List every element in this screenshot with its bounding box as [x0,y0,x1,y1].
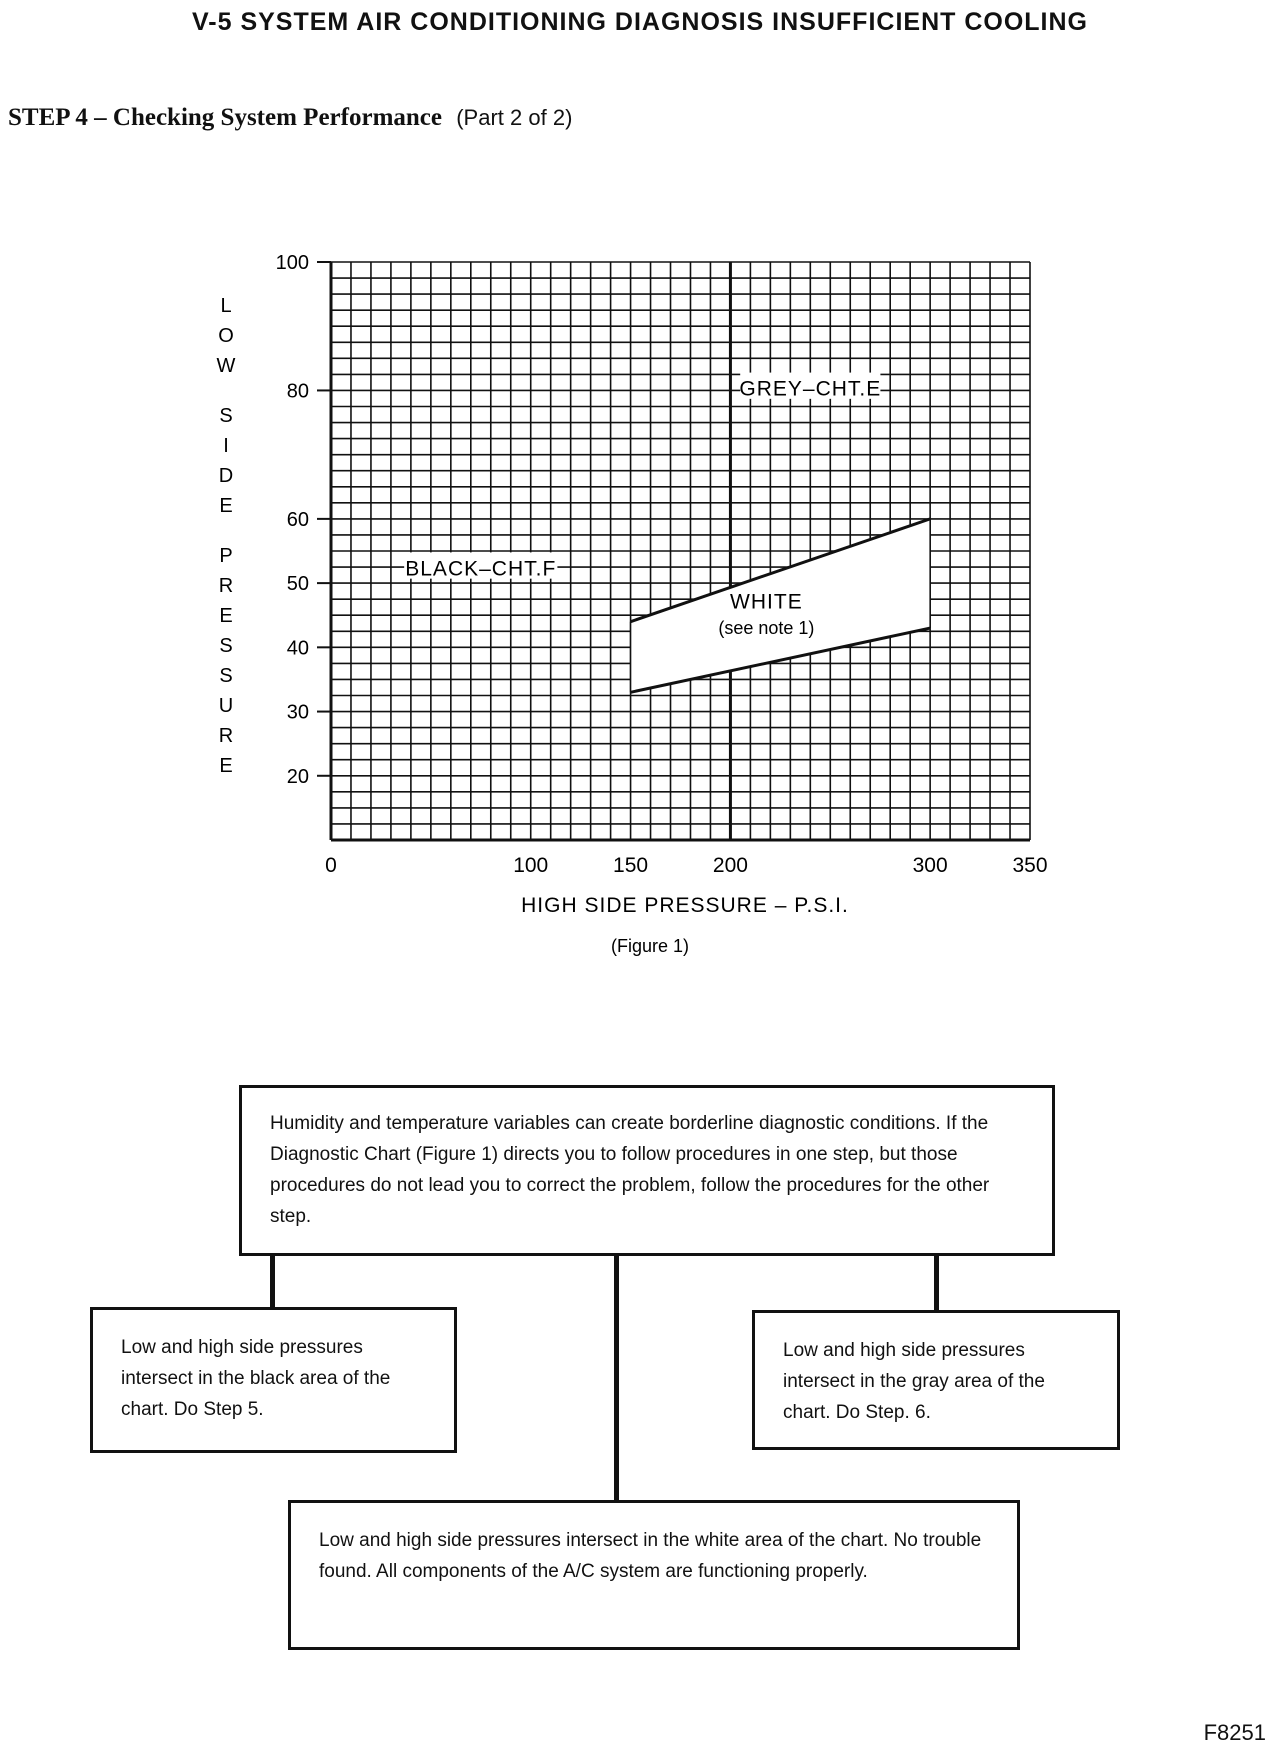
y-title-letter: W [216,355,236,377]
y-title-letter: E [219,495,233,517]
y-title-letter: U [218,695,234,717]
black-region-label: BLACK–CHT.F [405,557,557,581]
y-title-letter: S [219,665,233,687]
y-title-letter: P [219,545,233,567]
y-title-letter: R [218,575,234,597]
y-title-letter: L [220,295,232,317]
connector-left [270,1256,275,1308]
x-tick-label: 200 [712,854,748,877]
x-tick-label: 100 [513,854,549,877]
grey-area-box [752,1310,1120,1450]
grey-area-text: Low and high side pressures intersect in the gray area of the chart. Do Step. 6. [783,1340,1045,1423]
note-text: Humidity and temperature variables can create borderline diagnostic conditions. If the Diagnostic Chart (Figure 1) directs you to follow procedures in one step, but those procedures do not lead you to correct the problem, follow the procedures for the other step. [270,1113,990,1227]
y-title-letter: R [218,725,234,747]
step-part: (Part 2 of 2) [456,105,573,130]
y-tick-label: 60 [286,508,309,531]
figure-caption: (Figure 1) [610,936,690,956]
y-title-letter: O [218,325,234,347]
y-title-letter: S [219,635,233,657]
x-tick-label: 300 [912,854,948,877]
step-label: STEP 4 – Checking System Performance [8,104,442,131]
x-tick-label: 0 [325,854,337,877]
y-title-letter: E [219,605,233,627]
y-title-letter: I [223,435,229,457]
y-tick-label: 100 [275,252,309,274]
y-tick-label: 50 [286,573,309,596]
figure-code: F8251 [1203,1720,1266,1745]
y-tick-label: 40 [286,637,309,660]
black-area-text: Low and high side pressures intersect in the black area of the chart. Do Step 5. [121,1337,391,1420]
x-axis-title: HIGH SIDE PRESSURE – P.S.I. [521,894,849,917]
y-title-letter: D [218,465,234,487]
white-region-note: (see note 1) [718,618,815,639]
white-area-text: Low and high side pressures intersect in the white area of the chart. No trouble found. All components of the A/C system are functioning properly. [319,1530,982,1582]
y-title-letter: E [219,755,233,777]
black-area-box [90,1307,457,1453]
step-heading [8,104,572,132]
y-tick-label: 80 [286,380,309,403]
y-title-letter: S [219,405,233,427]
note-box [239,1085,1055,1256]
connector-center [614,1256,619,1501]
y-tick-label: 30 [286,701,309,724]
diagnostic-chart [0,240,1280,980]
x-tick-label: 350 [1012,854,1048,877]
y-tick-label: 20 [286,765,309,788]
connector-right [934,1256,939,1311]
grey-region-label: GREY–CHT.E [739,377,882,401]
x-tick-label: 150 [613,854,649,877]
y-axis-title [217,295,236,777]
document-title: V-5 SYSTEM AIR CONDITIONING DIAGNOSIS INSUFFICIENT COOLING [191,8,1088,36]
white-area-box [288,1500,1020,1650]
white-region-label: WHITE [730,590,803,614]
